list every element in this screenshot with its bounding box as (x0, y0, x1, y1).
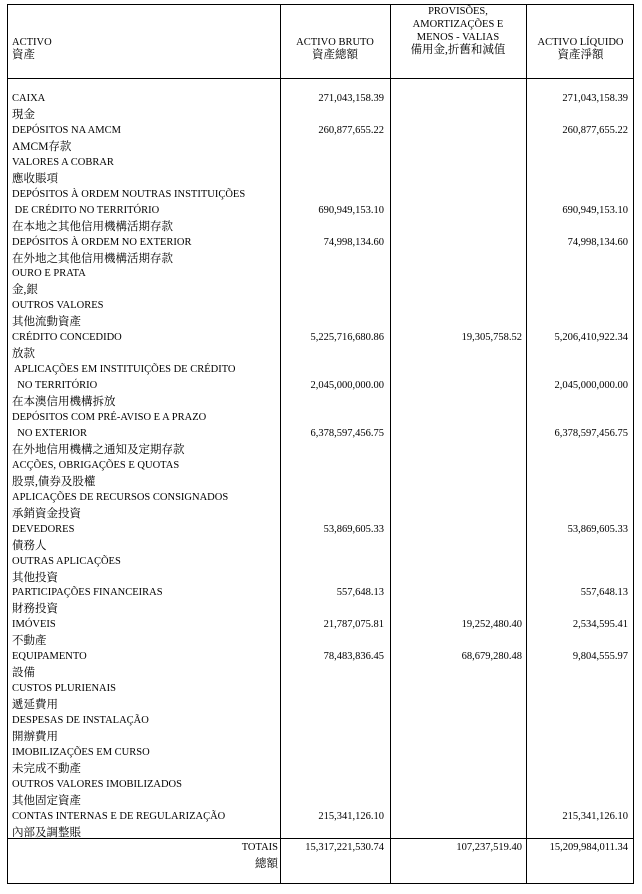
table-row (8, 123, 633, 139)
header-provisoes (390, 5, 526, 57)
row-label: 不動產 (12, 635, 47, 648)
row-label: 在本地之其他信用機構活期存款 (12, 220, 173, 233)
row-activo-liquido: 9,804,555.97 (572, 651, 628, 663)
table-row (8, 266, 633, 282)
table-row (8, 187, 633, 203)
row-activo-bruto: 215,341,126.10 (318, 810, 384, 822)
table-row (8, 745, 633, 761)
header-activo (12, 36, 52, 62)
row-label: DEVEDORES (12, 523, 75, 535)
totals-provisoes: 107,237,519.40 (456, 842, 522, 853)
row-activo-liquido: 2,534,595.41 (572, 619, 628, 631)
header-liquido-pt: ACTIVO LÍQUIDO (537, 37, 624, 48)
row-label: 股票,債券及股權 (12, 475, 96, 488)
row-label: 遞延費用 (12, 699, 58, 712)
row-label: 在外地之其他信用機構活期存款 (12, 252, 173, 265)
row-activo-bruto: 6,378,597,456.75 (310, 427, 384, 439)
row-label: CONTAS INTERNAS E DE REGULARIZAÇÃO (12, 810, 226, 822)
row-label: DE CRÉDITO NO TERRITÓRIO (12, 204, 160, 216)
row-activo-bruto: 260,877,655.22 (318, 124, 384, 136)
row-label: 承銷資金投資 (12, 507, 81, 520)
row-activo-liquido: 6,378,597,456.75 (554, 427, 628, 439)
row-label: 財務投資 (12, 603, 58, 616)
row-label: CRÉDITO CONCEDIDO (12, 332, 122, 344)
table-row (8, 570, 633, 586)
table-row (8, 330, 633, 346)
row-label: OUTROS VALORES (12, 300, 104, 312)
table-row (8, 793, 633, 809)
header-activo-pt: ACTIVO (12, 37, 52, 48)
row-activo-bruto: 21,787,075.81 (323, 619, 384, 631)
row-label: 現金 (12, 108, 35, 121)
row-activo-bruto: 53,869,605.33 (323, 523, 384, 535)
row-provisoes: 19,252,480.40 (461, 619, 522, 631)
table-row (8, 506, 633, 522)
row-activo-bruto: 5,225,716,680.86 (310, 332, 384, 344)
totals-label (208, 840, 278, 872)
table-row (8, 139, 633, 155)
table-row (8, 681, 633, 697)
row-label: NO TERRITÓRIO (12, 380, 98, 392)
table-row (8, 346, 633, 362)
row-label: 其他固定資產 (12, 794, 81, 807)
row-label: OUTRAS APLICAÇÕES (12, 555, 121, 567)
table-row (8, 601, 633, 617)
row-activo-liquido: 271,043,158.39 (562, 93, 628, 104)
row-activo-liquido: 690,949,153.10 (562, 204, 628, 216)
header-prov-pt-3: MENOS - VALIAS (416, 32, 500, 43)
header-prov-pt-1: PROVISÕES, (428, 6, 488, 17)
header-activo-liquido (526, 36, 635, 62)
table-row (8, 665, 633, 681)
table-row (8, 282, 633, 298)
table-row (8, 235, 633, 251)
table-row (8, 522, 633, 538)
totals-label-pt: TOTAIS (241, 842, 278, 853)
header-activo-cn: 資產 (12, 49, 35, 61)
row-label: 放款 (12, 348, 35, 361)
row-label: 金,銀 (12, 284, 38, 297)
header-prov-cn: 備用金,折舊和減值 (410, 44, 506, 56)
row-activo-bruto: 271,043,158.39 (318, 93, 384, 104)
row-label: 其他流動資產 (12, 316, 81, 329)
row-label: 開辦費用 (12, 731, 58, 743)
table-row (8, 809, 633, 825)
table-row (8, 203, 633, 219)
table-row (8, 394, 633, 410)
table-row (8, 298, 633, 314)
table-row (8, 378, 633, 394)
row-label: 債務人 (12, 539, 47, 552)
row-activo-bruto: 690,949,153.10 (318, 204, 384, 216)
table-row (8, 585, 633, 601)
row-activo-liquido: 260,877,655.22 (562, 124, 628, 136)
table-row (8, 219, 633, 235)
table-row (8, 538, 633, 554)
table-row (8, 314, 633, 330)
row-activo-liquido: 2,045,000,000.00 (554, 380, 628, 392)
table-row (8, 490, 633, 506)
row-activo-bruto: 74,998,134.60 (323, 236, 384, 248)
row-activo-bruto: 2,045,000,000.00 (310, 380, 384, 392)
row-label: IMOBILIZAÇÕES EM CURSO (12, 746, 150, 758)
row-label: VALORES A COBRAR (12, 156, 114, 168)
balance-sheet-table (7, 4, 634, 884)
row-label: OURO E PRATA (12, 268, 86, 280)
row-label: 應收賬項 (12, 172, 58, 185)
table-row (8, 458, 633, 474)
row-label: APLICAÇÕES DE RECURSOS CONSIGNADOS (12, 491, 229, 503)
table-row (8, 251, 633, 267)
row-label: 在外地信用機構之通知及定期存款 (12, 443, 185, 456)
header-divider (8, 78, 633, 79)
table-row (8, 91, 633, 107)
header-liquido-cn: 資產淨額 (557, 49, 604, 61)
totals-bruto: 15,317,221,530.74 (305, 842, 384, 853)
totals-label-cn: 總額 (255, 858, 278, 870)
header-bruto-pt: ACTIVO BRUTO (296, 37, 374, 48)
row-label: 未完成不動產 (12, 762, 81, 775)
row-label: 設備 (12, 667, 35, 680)
row-label: CUSTOS PLURIENAIS (12, 683, 116, 695)
row-activo-liquido: 74,998,134.60 (567, 236, 628, 248)
table-row (8, 633, 633, 649)
table-row (8, 761, 633, 777)
table-row (8, 649, 633, 665)
row-label: PARTICIPAÇÕES FINANCEIRAS (12, 587, 163, 599)
table-row (8, 729, 633, 745)
table-row (8, 554, 633, 570)
table-row (8, 442, 633, 458)
table-row (8, 617, 633, 633)
row-activo-bruto: 557,648.13 (336, 587, 384, 599)
header-prov-pt-2: AMORTIZAÇÕES E (412, 19, 504, 30)
table-row (8, 171, 633, 187)
row-provisoes: 19,305,758.52 (461, 332, 522, 344)
table-row (8, 713, 633, 729)
table-row (8, 777, 633, 793)
row-label: AMCM存款 (12, 140, 72, 153)
row-label: APLICAÇÕES EM INSTITUIÇÕES DE CRÉDITO (12, 364, 236, 376)
row-label: 在本澳信用機構拆放 (12, 396, 116, 409)
row-label: DEPÓSITOS À ORDEM NO EXTERIOR (12, 236, 192, 248)
row-label: ACÇÕES, OBRIGAÇÕES E QUOTAS (12, 459, 180, 471)
row-activo-liquido: 5,206,410,922.34 (554, 332, 628, 344)
row-activo-liquido: 215,341,126.10 (562, 810, 628, 822)
row-provisoes: 68,679,280.48 (461, 651, 522, 663)
row-label: DEPÓSITOS NA AMCM (12, 124, 121, 136)
table-row (8, 825, 633, 841)
header-bruto-cn: 資產總額 (312, 49, 358, 61)
row-label: IMÓVEIS (12, 619, 56, 631)
row-label: 其他投資 (12, 571, 58, 584)
row-label: NO EXTERIOR (12, 427, 87, 439)
table-row (8, 410, 633, 426)
row-activo-liquido: 557,648.13 (580, 587, 628, 599)
table-row (8, 474, 633, 490)
row-label: CAIXA (12, 93, 46, 104)
header-activo-bruto (280, 36, 390, 62)
row-label: 內部及調整賬 (12, 826, 81, 839)
row-label: EQUIPAMENTO (12, 651, 87, 663)
row-label: DEPÓSITOS À ORDEM NOUTRAS INSTITUIÇÕES (12, 188, 246, 200)
row-activo-bruto: 78,483,836.45 (323, 651, 384, 663)
row-activo-liquido: 53,869,605.33 (567, 523, 628, 535)
table-row (8, 426, 633, 442)
table-row (8, 697, 633, 713)
table-row (8, 155, 633, 171)
totals-liquido: 15,209,984,011.34 (549, 842, 628, 853)
row-label: DESPESAS DE INSTALAÇÃO (12, 715, 149, 727)
row-label: OUTROS VALORES IMOBILIZADOS (12, 778, 182, 790)
table-row (8, 362, 633, 378)
row-label: DEPÓSITOS COM PRÉ-AVISO E A PRAZO (12, 412, 207, 423)
table-row (8, 107, 633, 123)
